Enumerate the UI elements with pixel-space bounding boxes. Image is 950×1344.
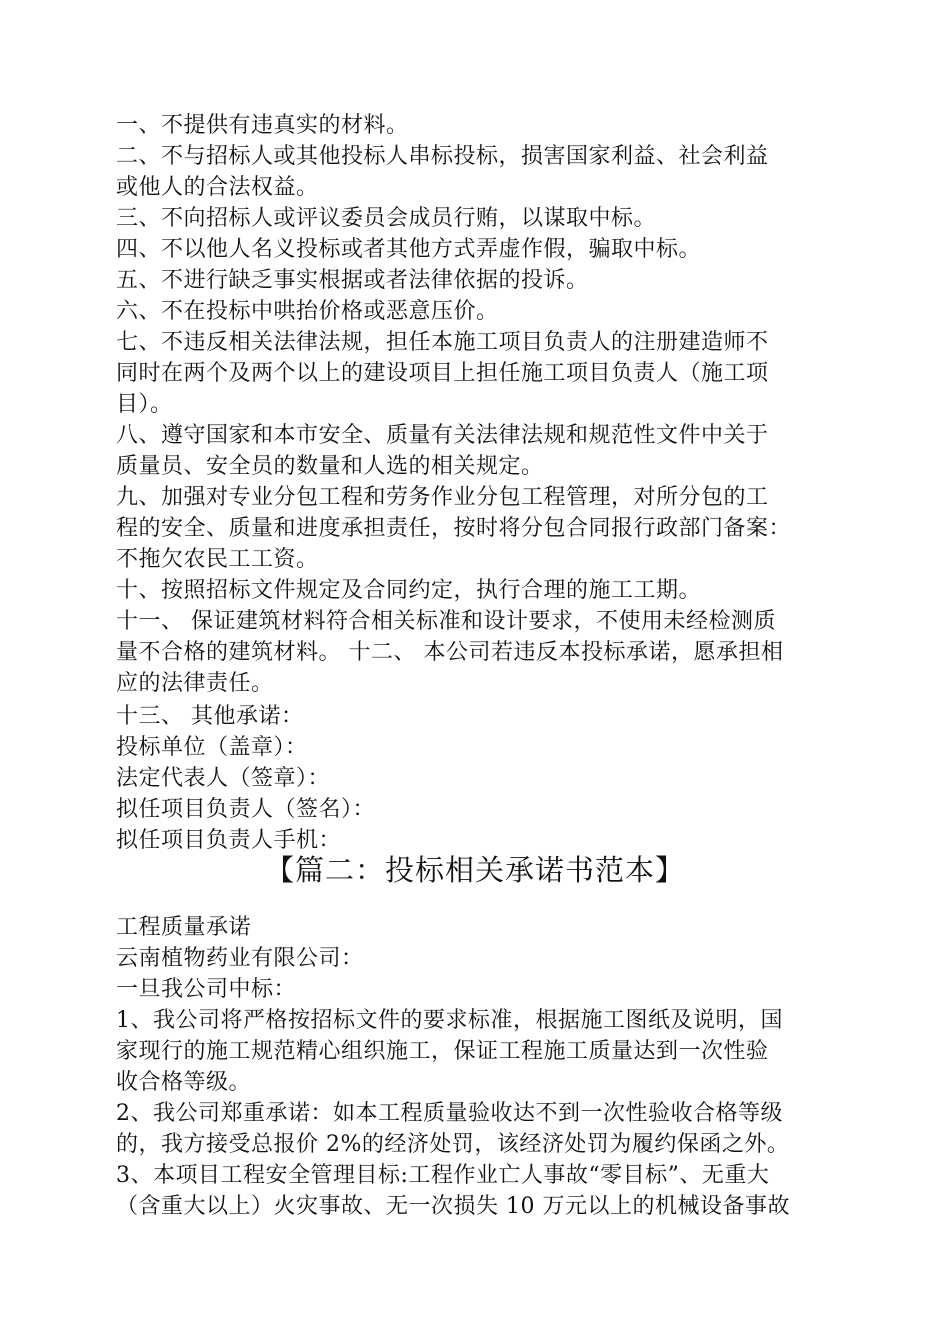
text-line: 收合格等级。 xyxy=(116,1070,252,1095)
text-line: 四、不以他人名义投标或者其他方式弄虚作假，骗取中标。 xyxy=(116,237,702,262)
text-line: 一旦我公司中标： xyxy=(116,977,297,1002)
text-line: 拟任项目负责人手机： xyxy=(116,828,342,853)
text-line: 质量员、安全员的数量和人选的相关规定。 xyxy=(116,454,544,479)
text-line: 不拖欠农民工工资。 xyxy=(116,547,319,572)
text-line: 的，我方接受总报价 2%的经济处罚，该经济处罚为履约保函之外。 xyxy=(116,1132,790,1157)
text-line: 法定代表人（签章）： xyxy=(116,766,331,791)
text-line: 二、不与招标人或其他投标人串标投标，损害国家利益、社会利益 xyxy=(116,144,769,169)
text-line: 工程质量承诺 xyxy=(116,915,252,940)
text-line: 十、按照招标文件规定及合同约定，执行合理的施工工期。 xyxy=(116,578,702,603)
text-line: 云南植物药业有限公司： xyxy=(116,946,364,971)
text-line: 2、我公司郑重承诺：如本工程质量验收达不到一次性验收合格等级 xyxy=(116,1101,783,1126)
text-line: 十一、 保证建筑材料符合相关标准和设计要求，不使用未经检测质 xyxy=(116,609,776,634)
text-line: 目）。 xyxy=(116,392,173,417)
text-line: 家现行的施工规范精心组织施工，保证工程施工质量达到一次性验 xyxy=(116,1039,769,1064)
text-line: 八、遵守国家和本市安全、质量有关法律法规和规范性文件中关于 xyxy=(116,423,769,448)
text-line: 三、不向招标人或评议委员会成员行贿，以谋取中标。 xyxy=(116,206,657,231)
text-line: 拟任项目负责人（签名）： xyxy=(116,797,376,822)
text-line: 3、本项目工程安全管理目标:工程作业亡人事故“零目标”、无重大 xyxy=(116,1163,770,1188)
text-line: 九、加强对专业分包工程和劳务作业分包工程管理，对所分包的工 xyxy=(116,485,769,510)
text-line: 一、不提供有违真实的材料。 xyxy=(116,113,409,138)
text-line: 1、我公司将严格按招标文件的要求标准，根据施工图纸及说明，国 xyxy=(116,1008,783,1033)
text-line: 应的法律责任。 xyxy=(116,671,274,696)
text-line: 十三、 其他承诺： xyxy=(116,704,304,729)
text-line: 五、不进行缺乏事实根据或者法律依据的投诉。 xyxy=(116,268,589,293)
text-line: 或他人的合法权益。 xyxy=(116,175,319,200)
text-line: 七、不违反相关法律法规，担任本施工项目负责人的注册建造师不 xyxy=(116,330,769,355)
text-line: 同时在两个及两个以上的建设项目上担任施工项目负责人（施工项 xyxy=(116,361,769,386)
text-line: 投标单位（盖章）： xyxy=(116,735,308,760)
text-line: 程的安全、质量和进度承担责任，按时将分包合同报行政部门备案： xyxy=(116,516,792,541)
section-heading: 【篇二：投标相关承诺书范本】 xyxy=(264,853,685,887)
text-line: 量不合格的建筑材料。 十二、 本公司若违反本投标承诺，愿承担相 xyxy=(116,640,784,665)
text-line: （含重大以上）火灾事故、无一次损失 10 万元以上的机械设备事故 xyxy=(116,1194,790,1219)
text-line: 六、不在投标中哄抬价格或恶意压价。 xyxy=(116,299,499,324)
